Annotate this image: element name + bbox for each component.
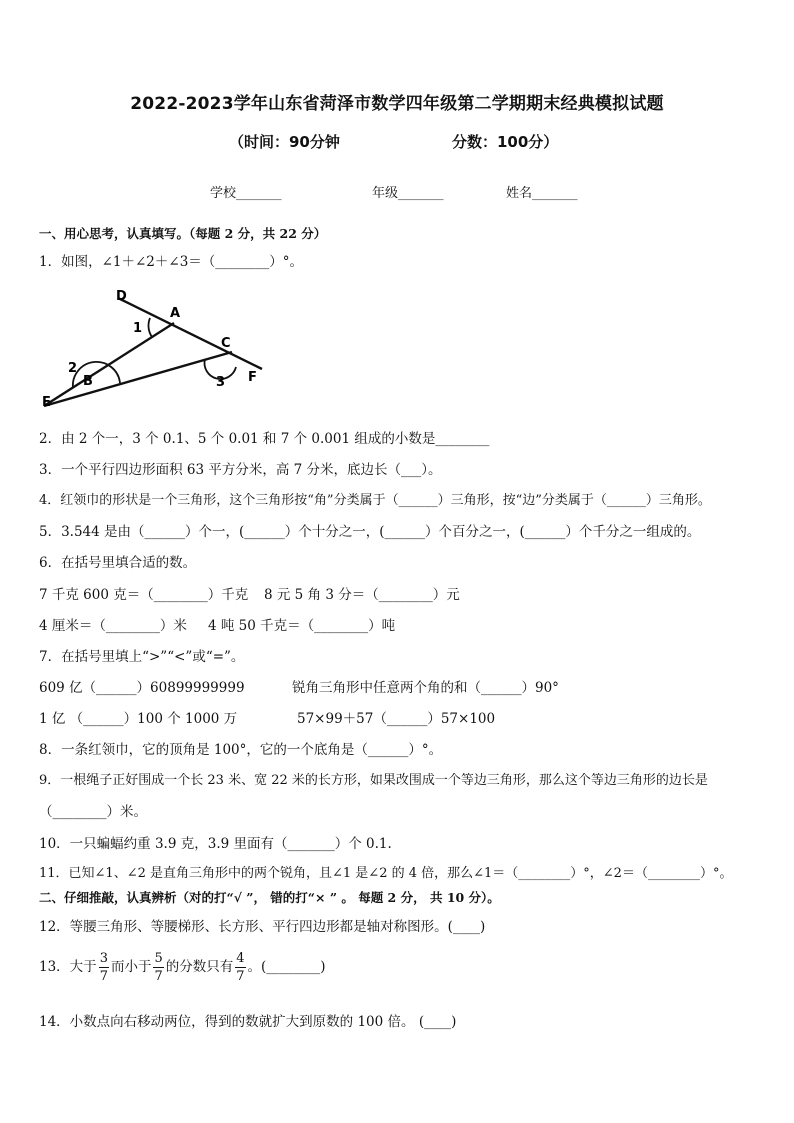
question-1: 1．如图，∠1＋∠2＋∠3＝（________）°。 [39,254,304,270]
exam-score: 分数：100分） [452,133,559,151]
question-6b: 8 元 5 角 3 分＝（________）元 [264,587,460,603]
question-9-line-2: （________）米。 [39,804,147,820]
question-2: 2．由 2 个一，3 个 0.1、5 个 0.01 和 7 个 0.001 组成的小数是________ [39,431,490,447]
question-3: 3．一个平行四边形面积 63 平方分米，高 7 分米，底边长（___）。 [39,462,442,478]
fraction-denominator: 7 [236,969,245,984]
question-8: 8．一条红领巾，它的顶角是 100°，它的一个底角是（______）°。 [39,742,443,758]
question-11: 11．已知∠1、∠2 是直角三角形中的两个锐角，且∠1 是∠2 的 4 倍，那么∠1＝（________）°，∠2＝（________）°。 [39,866,733,881]
question-6c: 4 厘米＝（________）米 [39,618,187,634]
fraction-denominator: 7 [154,969,163,984]
exam-title: 2022-2023学年山东省菏泽市数学四年级第二学期期末经典模拟试题 [130,94,664,114]
label-e: E [42,395,51,410]
label-c: C [221,336,231,351]
q13-mid-2: 的分数只有 [165,959,234,975]
question-7a: 609 亿（______）60899999999 [39,680,245,696]
arc-angle-1 [148,318,152,337]
label-a: A [170,306,181,321]
question-7b: 锐角三角形中任意两个角的和（______）90° [292,680,559,696]
question-7: 7．在括号里填上“>”“<”或“=”。 [39,649,245,665]
question-10: 10．一只蝙蝠约重 3.9 克，3.9 里面有（_______）个 0.1. [39,836,392,852]
fraction-3-7 [99,952,109,983]
question-6a: 7 千克 600 克＝（________）千克 [39,587,249,603]
question-6d: 4 吨 50 千克＝（________）吨 [208,618,396,634]
fraction-5-7 [153,952,163,983]
q13-suffix: 。(________) [247,959,326,975]
fraction-denominator: 7 [99,969,108,984]
fraction-numerator: 5 [154,951,163,966]
question-6: 6．在括号里填合适的数。 [39,555,197,571]
label-angle-3: 3 [216,375,226,390]
name-field: 姓名_______ [506,186,578,201]
question-13 [39,952,326,983]
question-4: 4．红领巾的形状是一个三角形，这个三角形按“角”分类属于（______）三角形，按“边”分类属于（______）三角形。 [39,493,711,508]
label-angle-1: 1 [133,321,143,336]
fraction-4-7 [235,952,245,983]
angle-figure [40,284,270,414]
section-1-title: 一、用心思考，认真填写。（每题 2 分，共 22 分） [39,226,327,241]
question-5: 5．3.544 是由（______）个一，(______）个十分之一，(______）个百分之一，(______）个千分之一组成的。 [39,524,701,540]
fraction-numerator: 4 [236,951,245,966]
question-7c: 1 亿 （______）100 个 1000 万 [39,711,238,727]
label-f: F [248,370,257,385]
question-7d: 57×99＋57（______）57×100 [297,711,496,727]
exam-time: （时间：90分钟 [229,133,340,151]
fraction-numerator: 3 [99,951,108,966]
grade-field: 年级_______ [372,186,444,201]
question-9-line-1: 9．一根绳子正好围成一个长 23 米、宽 22 米的长方形，如果改围成一个等边三角形，那么这个等边三角形的边长是 [39,773,708,788]
label-d: D [116,289,127,304]
label-b: B [83,374,93,389]
question-12: 12．等腰三角形、等腰梯形、长方形、平行四边形都是轴对称图形。(____) [39,919,486,935]
school-field: 学校_______ [210,186,282,201]
section-2-title: 二、仔细推敲，认真辨析（对的打“√ ”， 错的打“× ” 。 每题 2 分， 共 10 分）。 [39,890,500,905]
q13-prefix: 13．大于 [39,959,97,975]
question-14: 14．小数点向右移动两位，得到的数就扩大到原数的 100 倍。 (____) [39,1014,457,1030]
q13-mid-1: 而小于 [110,959,152,975]
label-angle-2: 2 [68,361,78,376]
